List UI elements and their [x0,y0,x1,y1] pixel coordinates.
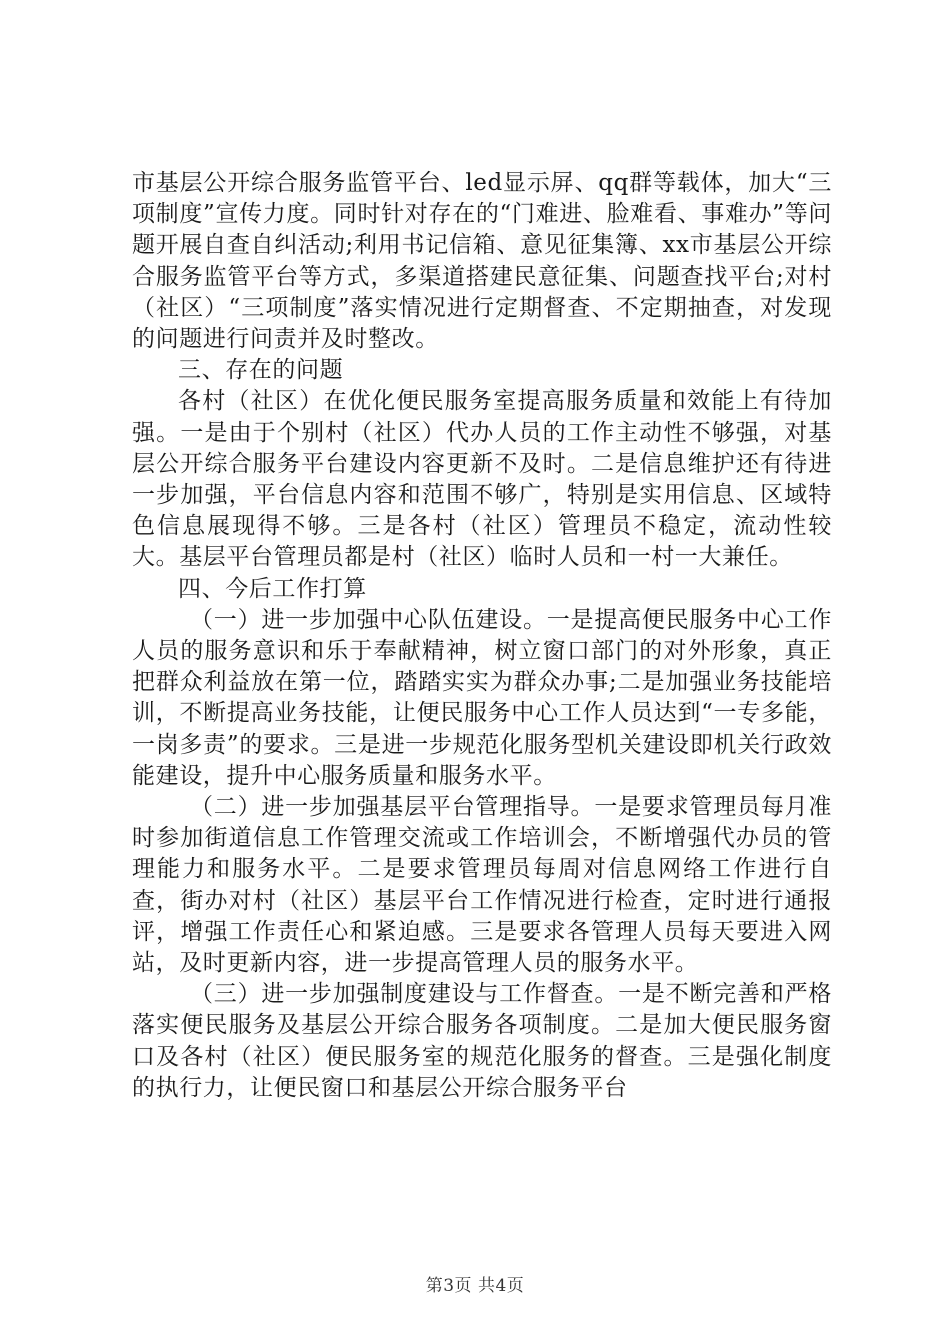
page-number: 第3页 共4页 [425,1276,525,1296]
paragraph-publicity: 市基层公开综合服务监管平台、led显示屏、qq群等载体，加大“三项制度”宣传力度。同时针对存在的“门难进、脸难看、事难办”等问题开展自查自纠活动;利用书记信箱、意见征集簿、xx市基层公开综合服务监管平台等方式，多渠道搭建民意征集、问题查找平台;对村（社区）“三项制度”落实情况进行定期督查、不定期抽查，对发现的问题进行问责并及时整改。 [132,170,832,353]
paragraph-plan-one: （一）进一步加强中心队伍建设。一是提高便民服务中心工作人员的服务意识和乐于奉献精神，树立窗口部门的对外形象，真正把群众利益放在第一位，踏踏实实为群众办事;二是加强业务技能培训，不断提高业务技能，让便民服务中心工作人员达到“一专多能，一岗多责”的要求。三是进一步规范化服务型机关建设即机关行政效能建设，提升中心服务质量和服务水平。 [132,606,832,789]
paragraph-problems: 各村（社区）在优化便民服务室提高服务质量和效能上有待加强。一是由于个别村（社区）代办人员的工作主动性不够强，对基层公开综合服务平台建设内容更新不及时。二是信息维护还有待进一步加强，平台信息内容和范围不够广，特别是实用信息、区域特色信息展现得不够。三是各村（社区）管理员不稳定，流动性较大。基层平台管理员都是村（社区）临时人员和一村一大兼任。 [132,388,832,571]
paragraph-plan-two: （二）进一步加强基层平台管理指导。一是要求管理员每月准时参加街道信息工作管理交流或工作培训会，不断增强代办员的管理能力和服务水平。二是要求管理员每周对信息网络工作进行自查，街办对村（社区）基层平台工作情况进行检查，定时进行通报评，增强工作责任心和紧迫感。三是要求各管理人员每天要进入网站，及时更新内容，进一步提高管理人员的服务水平。 [132,794,832,977]
document-body [132,168,832,1104]
section-heading-plans: 四、今后工作打算 [178,575,367,602]
paragraph-plan-three: （三）进一步加强制度建设与工作督查。一是不断完善和严格落实便民服务及基层公开综合服务各项制度。二是加大便民服务窗口及各村（社区）便民服务室的规范化服务的督查。三是强化制度的执行力，让便民窗口和基层公开综合服务平台 [132,981,832,1101]
section-heading-problems: 三、存在的问题 [178,357,344,384]
